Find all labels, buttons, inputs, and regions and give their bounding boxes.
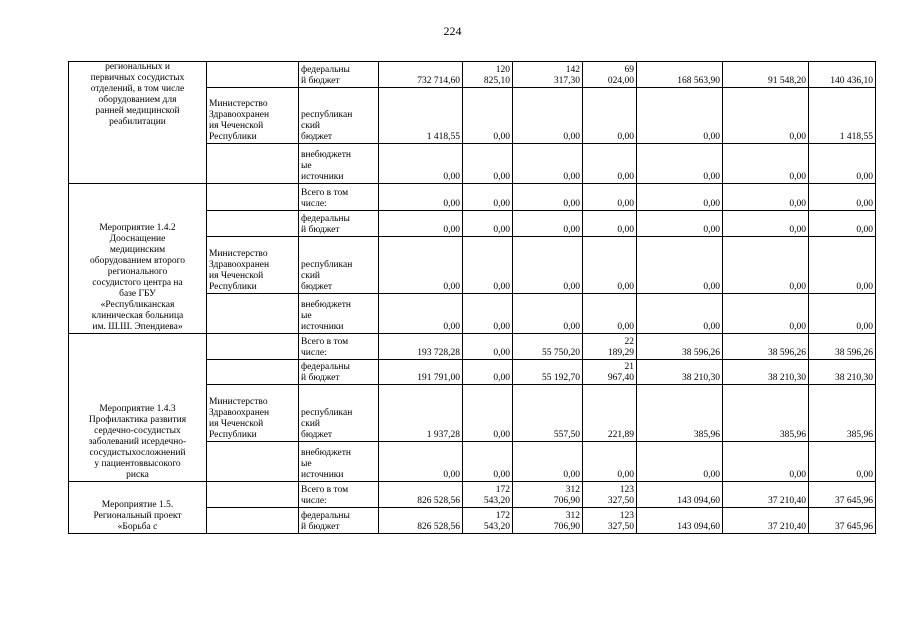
amount-text: 0,00 — [617, 470, 634, 480]
amount-text: 38 210,30 — [768, 373, 806, 383]
amount-cell — [583, 508, 637, 534]
amount-text: 55 192,70 — [542, 373, 580, 383]
executor-line: ия Чеченской — [209, 271, 264, 281]
executor-line: Республики — [209, 430, 257, 440]
amount-cell — [513, 88, 583, 144]
amount-cell — [583, 62, 637, 88]
amount-cell — [637, 360, 723, 385]
amount-text: 0,00 — [563, 199, 580, 209]
amount-cell — [723, 360, 809, 385]
amount-text: 0,00 — [856, 282, 873, 292]
amount-cell — [637, 62, 723, 88]
amount-text: 024,00 — [607, 76, 634, 86]
amount-cell — [379, 144, 463, 184]
amount-cell — [379, 62, 463, 88]
amount-text: 21 — [624, 362, 634, 372]
executor-line: Здравоохранен — [209, 408, 270, 418]
amount-text: 706,90 — [553, 522, 580, 532]
amount-text: 37 645,96 — [835, 496, 873, 506]
amount-cell — [379, 88, 463, 144]
amount-cell — [723, 334, 809, 360]
funding-source-line: числе: — [301, 348, 327, 358]
amount-text: 0,00 — [563, 322, 580, 332]
amount-cell — [463, 442, 513, 482]
funding-source-line: внебюджетн — [301, 300, 351, 310]
amount-cell — [637, 442, 723, 482]
amount-text: 193 728,28 — [417, 348, 460, 358]
amount-cell — [637, 237, 723, 294]
budget-table — [68, 61, 876, 534]
amount-text: 0,00 — [493, 199, 510, 209]
amount-text: 312 — [565, 485, 580, 495]
amount-text: 0,00 — [443, 225, 460, 235]
amount-text: 0,00 — [789, 132, 806, 142]
table-row — [69, 62, 876, 88]
amount-text: 385,96 — [693, 430, 720, 440]
amount-text: 706,90 — [553, 496, 580, 506]
amount-cell — [513, 294, 583, 334]
amount-cell — [809, 442, 876, 482]
funding-source-cell — [299, 62, 379, 88]
funding-source-line: й бюджет — [301, 373, 340, 383]
event-name-line: сосудистыхосложнений — [89, 448, 186, 458]
funding-source-cell — [299, 385, 379, 442]
funding-source-line: й бюджет — [301, 225, 340, 235]
amount-text: 0,00 — [789, 225, 806, 235]
amount-cell — [637, 184, 723, 211]
amount-text: 0,00 — [493, 430, 510, 440]
amount-text: 172 — [495, 485, 510, 495]
event-name-line: риска — [126, 470, 149, 480]
amount-text: 967,40 — [607, 373, 634, 383]
amount-cell — [809, 482, 876, 508]
funding-source-line: й бюджет — [301, 522, 340, 532]
amount-text: 1 418,55 — [839, 132, 873, 142]
amount-cell — [463, 385, 513, 442]
amount-text: 140 436,10 — [830, 76, 873, 86]
event-name-line: им. Ш.Ш. Эпендиева» — [92, 322, 183, 332]
amount-cell — [379, 442, 463, 482]
amount-cell — [809, 211, 876, 237]
executor-cell — [207, 360, 299, 385]
amount-text: 543,20 — [483, 522, 510, 532]
event-name-line: ранней медицинской — [95, 106, 180, 116]
amount-cell — [463, 508, 513, 534]
amount-text: 312 — [565, 511, 580, 521]
executor-line: Здравоохранен — [209, 260, 270, 270]
amount-cell — [379, 237, 463, 294]
amount-text: 0,00 — [617, 132, 634, 142]
amount-text: 0,00 — [703, 199, 720, 209]
amount-text: 0,00 — [493, 282, 510, 292]
amount-cell — [809, 237, 876, 294]
amount-text: 826 528,56 — [417, 522, 460, 532]
event-name-line: сосудистого центра на — [92, 278, 183, 288]
funding-source-line: источники — [301, 470, 344, 480]
funding-source-line: федеральны — [301, 362, 350, 372]
amount-text: 0,00 — [789, 282, 806, 292]
amount-text: 0,00 — [703, 322, 720, 332]
amount-cell — [463, 211, 513, 237]
executor-cell — [207, 211, 299, 237]
amount-cell — [723, 442, 809, 482]
amount-text: 0,00 — [493, 172, 510, 182]
amount-cell — [379, 184, 463, 211]
amount-text: 327,50 — [607, 522, 634, 532]
funding-source-line: бюджет — [301, 430, 333, 440]
funding-source-line: источники — [301, 322, 344, 332]
amount-text: 317,30 — [553, 76, 580, 86]
amount-cell — [463, 482, 513, 508]
funding-source-line: бюджет — [301, 132, 333, 142]
amount-cell — [513, 62, 583, 88]
executor-cell — [207, 442, 299, 482]
amount-cell — [723, 184, 809, 211]
amount-cell — [637, 211, 723, 237]
event-name-line: сердечно-сосудистых — [94, 426, 181, 436]
amount-text: 0,00 — [703, 282, 720, 292]
funding-source-line: федеральны — [301, 65, 350, 75]
amount-text: 825,10 — [483, 76, 510, 86]
executor-line: ия Чеченской — [209, 419, 264, 429]
amount-text: 0,00 — [493, 373, 510, 383]
event-name-line: отделений, в том числе — [90, 84, 185, 94]
amount-text: 0,00 — [443, 172, 460, 182]
amount-cell — [513, 334, 583, 360]
amount-cell — [809, 62, 876, 88]
amount-cell — [809, 508, 876, 534]
amount-cell — [637, 385, 723, 442]
funding-source-line: бюджет — [301, 282, 333, 292]
amount-text: 0,00 — [856, 322, 873, 332]
amount-cell — [379, 294, 463, 334]
executor-line: Министерство — [209, 249, 268, 259]
amount-text: 0,00 — [856, 225, 873, 235]
event-name-line: реабилитации — [109, 117, 166, 127]
amount-cell — [809, 385, 876, 442]
event-name-line: Дооснащение — [109, 234, 166, 244]
funding-source-line: ые — [301, 161, 312, 171]
amount-text: 0,00 — [493, 470, 510, 480]
event-name-line: Мероприятие 1.5. — [101, 500, 174, 510]
amount-text: 91 548,20 — [768, 76, 806, 86]
event-name-cell — [69, 62, 207, 184]
amount-cell — [463, 88, 513, 144]
amount-text: 0,00 — [789, 199, 806, 209]
event-name-line: у пациентоввысокого — [94, 459, 181, 469]
event-name-line: Профилактика развития — [88, 415, 187, 425]
funding-source-cell — [299, 508, 379, 534]
amount-text: 0,00 — [617, 322, 634, 332]
amount-text: 221,89 — [607, 430, 634, 440]
executor-cell — [207, 482, 299, 508]
amount-cell — [637, 334, 723, 360]
amount-cell — [583, 184, 637, 211]
amount-cell — [463, 334, 513, 360]
funding-source-line: числе: — [301, 199, 327, 209]
amount-text: 0,00 — [789, 470, 806, 480]
amount-cell — [379, 482, 463, 508]
amount-text: 0,00 — [493, 348, 510, 358]
amount-text: 0,00 — [563, 225, 580, 235]
amount-cell — [583, 360, 637, 385]
amount-cell — [637, 508, 723, 534]
amount-text: 0,00 — [563, 172, 580, 182]
amount-text: 0,00 — [703, 172, 720, 182]
funding-source-line: числе: — [301, 496, 327, 506]
amount-cell — [809, 184, 876, 211]
amount-cell — [583, 334, 637, 360]
event-name-line: медицинским — [109, 245, 166, 255]
amount-cell — [637, 294, 723, 334]
amount-text: 0,00 — [617, 199, 634, 209]
funding-source-line: ые — [301, 459, 312, 469]
amount-cell — [583, 385, 637, 442]
executor-line: Республики — [209, 282, 257, 292]
executor-line: Министерство — [209, 397, 268, 407]
amount-cell — [463, 360, 513, 385]
amount-text: 1 418,55 — [426, 132, 460, 142]
amount-cell — [723, 294, 809, 334]
event-name-cell — [69, 482, 207, 534]
amount-text: 191 791,00 — [417, 373, 460, 383]
funding-source-cell — [299, 211, 379, 237]
event-name-line: базе ГБУ — [119, 289, 156, 299]
amount-cell — [637, 88, 723, 144]
amount-text: 168 563,90 — [677, 76, 720, 86]
amount-text: 142 — [565, 65, 580, 75]
amount-text: 38 210,30 — [682, 373, 720, 383]
amount-text: 120 — [495, 65, 510, 75]
amount-cell — [513, 184, 583, 211]
amount-cell — [723, 211, 809, 237]
amount-cell — [513, 237, 583, 294]
event-name-cell — [69, 184, 207, 334]
amount-cell — [513, 508, 583, 534]
funding-source-line: Всего в том — [301, 485, 349, 495]
executor-cell — [207, 334, 299, 360]
amount-cell — [463, 294, 513, 334]
amount-text: 0,00 — [443, 282, 460, 292]
amount-cell — [513, 385, 583, 442]
amount-cell — [583, 144, 637, 184]
executor-line: Республики — [209, 132, 257, 142]
funding-source-line: Всего в том — [301, 337, 349, 347]
amount-cell — [583, 88, 637, 144]
executor-cell — [207, 144, 299, 184]
amount-text: 37 210,40 — [768, 496, 806, 506]
funding-source-line: республикан — [301, 408, 353, 418]
amount-cell — [809, 88, 876, 144]
executor-line: Министерство — [209, 99, 268, 109]
funding-source-cell — [299, 334, 379, 360]
amount-text: 0,00 — [789, 172, 806, 182]
amount-cell — [513, 144, 583, 184]
event-name-line: оборудованием для — [98, 95, 177, 105]
funding-source-line: республикан — [301, 260, 353, 270]
amount-cell — [513, 211, 583, 237]
amount-text: 143 094,60 — [677, 496, 720, 506]
amount-text: 172 — [495, 511, 510, 521]
amount-cell — [583, 211, 637, 237]
amount-cell — [513, 360, 583, 385]
amount-text: 0,00 — [703, 132, 720, 142]
amount-text: 0,00 — [856, 470, 873, 480]
funding-source-cell — [299, 442, 379, 482]
amount-cell — [513, 482, 583, 508]
funding-source-cell — [299, 482, 379, 508]
amount-text: 0,00 — [443, 322, 460, 332]
amount-text: 385,96 — [846, 430, 873, 440]
funding-source-line: внебюджетн — [301, 150, 351, 160]
funding-source-line: республикан — [301, 110, 353, 120]
amount-text: 123 — [619, 511, 634, 521]
amount-cell — [463, 184, 513, 211]
event-name-line: Региональный проект — [93, 511, 182, 521]
amount-text: 732 714,60 — [417, 76, 460, 86]
amount-cell — [379, 508, 463, 534]
amount-text: 0,00 — [617, 282, 634, 292]
amount-cell — [463, 62, 513, 88]
amount-cell — [463, 144, 513, 184]
event-name-line: «Республиканская — [100, 300, 175, 310]
amount-text: 38 596,26 — [835, 348, 873, 358]
executor-cell — [207, 385, 299, 442]
amount-text: 0,00 — [563, 132, 580, 142]
amount-text: 0,00 — [856, 199, 873, 209]
amount-text: 826 528,56 — [417, 496, 460, 506]
amount-text: 0,00 — [443, 470, 460, 480]
event-name-line: региональных и — [105, 62, 170, 72]
amount-text: 37 645,96 — [835, 522, 873, 532]
event-name-line: первичных сосудистых — [90, 73, 185, 83]
amount-cell — [583, 237, 637, 294]
amount-text: 0,00 — [493, 322, 510, 332]
executor-line: ия Чеченской — [209, 121, 264, 131]
event-name-line: заболеваний исердечно- — [88, 437, 187, 447]
amount-cell — [723, 508, 809, 534]
amount-text: 55 750,20 — [542, 348, 580, 358]
amount-cell — [583, 442, 637, 482]
funding-source-cell — [299, 237, 379, 294]
amount-text: 0,00 — [856, 172, 873, 182]
funding-source-line: й бюджет — [301, 76, 340, 86]
amount-cell — [379, 360, 463, 385]
event-name-line: «Борьба с — [117, 522, 158, 532]
funding-source-cell — [299, 360, 379, 385]
amount-text: 38 596,26 — [768, 348, 806, 358]
amount-text: 385,96 — [779, 430, 806, 440]
amount-cell — [723, 88, 809, 144]
amount-text: 189,29 — [607, 348, 634, 358]
amount-cell — [583, 294, 637, 334]
amount-cell — [809, 144, 876, 184]
amount-cell — [637, 482, 723, 508]
amount-text: 143 094,60 — [677, 522, 720, 532]
event-name-line: регионального — [107, 267, 168, 277]
amount-cell — [809, 334, 876, 360]
event-name-line: оборудованием второго — [90, 256, 185, 266]
amount-cell — [723, 482, 809, 508]
amount-cell — [723, 144, 809, 184]
table-row — [69, 334, 876, 360]
funding-source-cell — [299, 184, 379, 211]
amount-cell — [379, 211, 463, 237]
executor-cell — [207, 184, 299, 211]
amount-text: 1 937,28 — [426, 430, 460, 440]
amount-cell — [463, 237, 513, 294]
funding-source-line: ский — [301, 419, 320, 429]
table-row — [69, 482, 876, 508]
event-name-line: клиническая больница — [91, 311, 184, 321]
executor-cell — [207, 294, 299, 334]
funding-source-line: ский — [301, 271, 320, 281]
amount-cell — [379, 385, 463, 442]
funding-source-line: ский — [301, 121, 320, 131]
funding-source-line: внебюджетн — [301, 448, 351, 458]
funding-source-cell — [299, 144, 379, 184]
amount-text: 38 596,26 — [682, 348, 720, 358]
amount-cell — [723, 385, 809, 442]
amount-text: 327,50 — [607, 496, 634, 506]
amount-text: 0,00 — [789, 322, 806, 332]
amount-text: 22 — [624, 337, 634, 347]
amount-cell — [513, 442, 583, 482]
page-number: 224 — [443, 24, 462, 38]
amount-text: 0,00 — [493, 132, 510, 142]
amount-cell — [809, 360, 876, 385]
amount-text: 0,00 — [703, 225, 720, 235]
funding-source-line: федеральны — [301, 214, 350, 224]
amount-text: 38 210,30 — [835, 373, 873, 383]
event-name-cell — [69, 334, 207, 482]
amount-text: 0,00 — [563, 282, 580, 292]
amount-cell — [723, 62, 809, 88]
amount-text: 0,00 — [563, 470, 580, 480]
amount-text: 0,00 — [617, 225, 634, 235]
amount-cell — [379, 334, 463, 360]
funding-source-line: источники — [301, 172, 344, 182]
amount-text: 37 210,40 — [768, 522, 806, 532]
executor-cell — [207, 237, 299, 294]
executor-line: Здравоохранен — [209, 110, 270, 120]
funding-source-cell — [299, 294, 379, 334]
funding-source-line: федеральны — [301, 511, 350, 521]
executor-cell — [207, 62, 299, 88]
amount-text: 123 — [619, 485, 634, 495]
funding-source-line: Всего в том — [301, 188, 349, 198]
amount-cell — [809, 294, 876, 334]
amount-cell — [637, 144, 723, 184]
amount-text: 543,20 — [483, 496, 510, 506]
amount-text: 557,50 — [553, 430, 580, 440]
executor-cell — [207, 88, 299, 144]
executor-cell — [207, 508, 299, 534]
funding-source-cell — [299, 88, 379, 144]
table-row — [69, 184, 876, 211]
event-name-line: Мероприятие 1.4.2 — [99, 223, 176, 233]
amount-cell — [723, 237, 809, 294]
amount-text: 0,00 — [493, 225, 510, 235]
funding-source-line: ые — [301, 311, 312, 321]
amount-cell — [583, 482, 637, 508]
amount-text: 0,00 — [443, 199, 460, 209]
amount-text: 69 — [624, 65, 634, 75]
amount-text: 0,00 — [617, 172, 634, 182]
amount-text: 0,00 — [703, 470, 720, 480]
event-name-line: Мероприятие 1.4.3 — [99, 404, 176, 414]
